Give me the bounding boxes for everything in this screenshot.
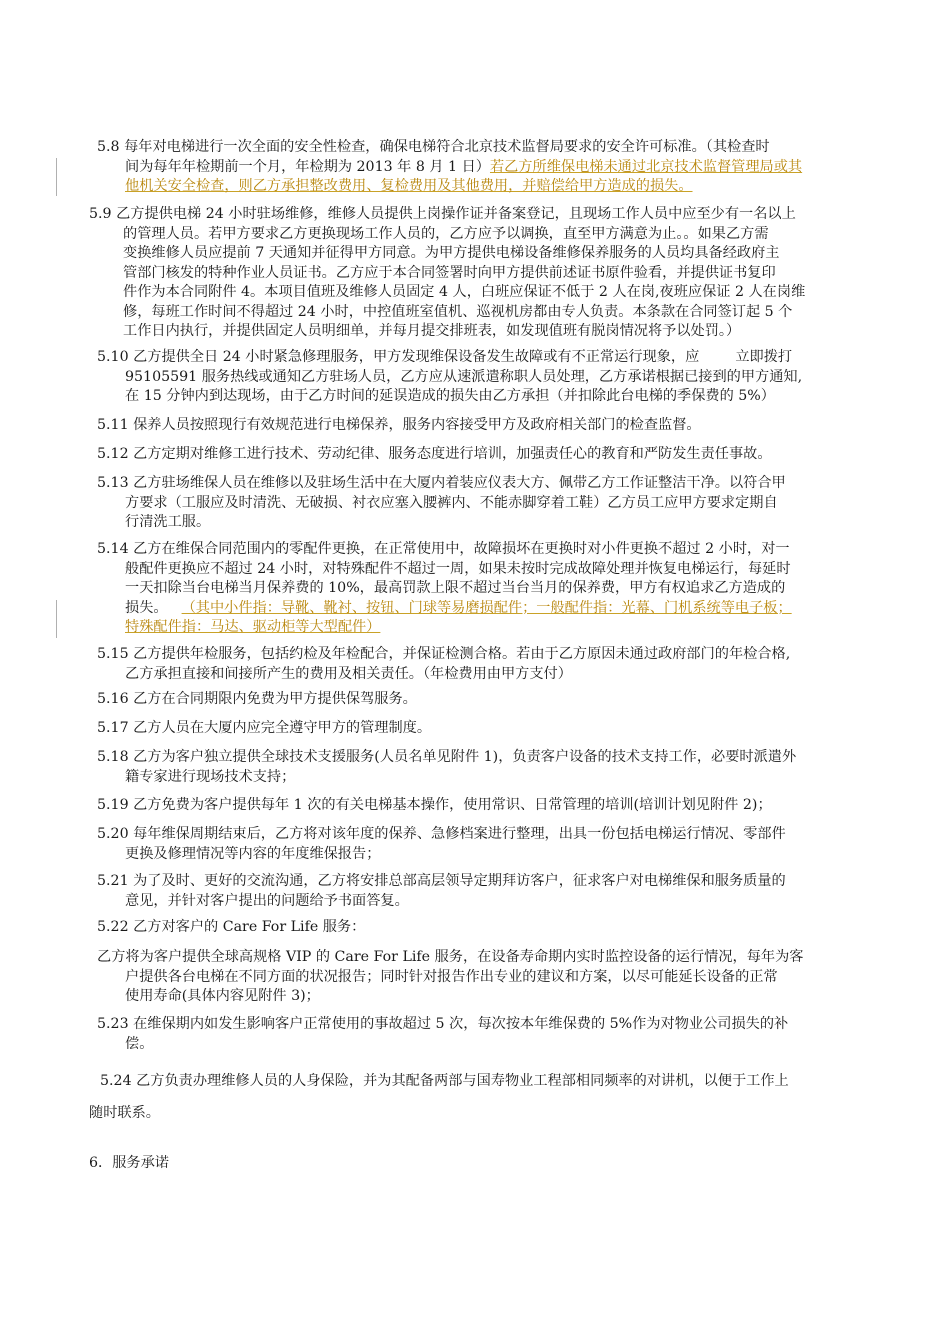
clause-5-9 xyxy=(89,205,805,342)
clause-5-13 xyxy=(97,474,786,533)
clause-5-8 xyxy=(97,138,802,197)
section-heading: 6．服务承诺 xyxy=(89,1155,169,1171)
tracked-insertion: 他机关安全检查，则乙方承担整改费用、复检费用及其他费用，并赔偿给甲方造成的损失。 xyxy=(125,178,693,194)
clause-line: 管部门核发的特种作业人员证书。乙方应于本合同签署时向甲方提供前述证书原件验看，并提供证书复印 xyxy=(123,264,776,281)
clause-line: 工作日内执行，并提供固定人员明细单，并每月提交排班表，如发现值班有脱岗情况将予以处罚。） xyxy=(123,323,741,339)
clause-line: 5.18 乙方为客户独立提供全球技术支援服务(人员名单见附件 1)，负责客户设备的技术支持工作，必要时派遣外 xyxy=(97,749,797,765)
clause-line: 5.20 每年维保周期结束后，乙方将对该年度的保养、急修档案进行整理，出具一份包括电梯运行情况、零部件 xyxy=(97,826,786,842)
clause-line: 乙方将为客户提供全球高规格 VIP 的 Care For Life 服务，在设备寿命期内实时监控设备的运行情况，每年为客 xyxy=(97,949,804,965)
clause-line: 更换及修理情况等内容的年度维保报告； xyxy=(125,845,381,862)
clause-line: 5.11 保养人员按照现行有效规范进行电梯保养，服务内容接受甲方及政府相关部门的检查监督。 xyxy=(97,417,701,433)
clause-line: 乙方承担直接和间接所产生的费用及相关责任。（年检费用由甲方支付） xyxy=(125,665,572,682)
clause-line xyxy=(97,348,802,368)
clause-5-22-body xyxy=(97,948,803,1007)
clause-5-14 xyxy=(97,540,792,638)
clause-line: 5.24 乙方负责办理维修人员的人身保险，并为其配备两部与国寿物业工程部相同频率的对讲机，以便于工作上 xyxy=(100,1073,789,1089)
clause-line: 修，每班工作时间不得超过 24 小时，中控值班室值机、巡视机房都由专人负责。本条款在合同签订起 5 个 xyxy=(123,303,793,320)
clause-line: 5.17 乙方人员在大厦内应完全遵守甲方的管理制度。 xyxy=(97,720,432,736)
clause-5-22 xyxy=(97,918,365,938)
clause-5-12 xyxy=(97,445,772,465)
clause-line: 件作为本合同附件 4。本项目值班及维修人员固定 4 人，白班应保证不低于 2 人在岗,夜班应保证 2 人在岗维 xyxy=(123,284,806,300)
clause-line: 变换维修人员应提前 7 天通知并征得甲方同意。为甲方提供电梯设备维修保养服务的人员均具备经政府主 xyxy=(123,245,780,261)
clause-line: 使用寿命(具体内容见附件 3)； xyxy=(125,988,320,1004)
section-6-heading xyxy=(89,1154,169,1174)
revision-change-bar xyxy=(56,158,57,196)
clause-line: 方要求（工服应及时清洗、无破损、衬衣应塞入腰裤内、不能赤脚穿着工鞋）乙方员工应甲方要求定期自 xyxy=(125,494,778,511)
tracked-insertion: 若乙方所维保电梯未通过北京技术监督管理局或其 xyxy=(489,158,803,175)
clause-5-20 xyxy=(97,825,786,864)
clause-5-10 xyxy=(97,348,802,407)
clause-line: 籍专家进行现场技术支持； xyxy=(125,768,296,785)
clause-line: 意见，并针对客户提出的问题给予书面答复。 xyxy=(125,892,409,909)
clause-line: 5.19 乙方免费为客户提供每年 1 次的有关电梯基本操作，使用常识、日常管理的培训(培训计划见附件 2)； xyxy=(97,797,772,813)
clause-line: 5.12 乙方定期对维修工进行技术、劳动纪律、服务态度进行培训，加强责任心的教育和严防发生责任事故。 xyxy=(97,446,772,462)
clause-text: 立即拨打 xyxy=(735,349,793,365)
clause-line: 5.21 为了及时、更好的交流沟通，乙方将安排总部高层领导定期拜访客户，征求客户对电梯维保和服务质量的 xyxy=(97,873,786,889)
clause-line: 在 15 分钟内到达现场，由于乙方时间的延误造成的损失由乙方承担（并扣除此台电梯的季保费的 5%） xyxy=(125,388,775,404)
clause-line: 一天扣除当台电梯当月保养费的 10%，最高罚款上限不超过当台当月的保养费，甲方有权追求乙方造成的 xyxy=(125,580,786,596)
clause-line: 偿。 xyxy=(125,1035,154,1052)
clause-5-15 xyxy=(97,645,790,684)
clause-line xyxy=(97,599,792,619)
clause-line: 5.23 在维保期内如发生影响客户正常使用的事故超过 5 次，每次按本年维保费的 5%作为对物业公司损失的补 xyxy=(97,1016,789,1032)
tracked-insertion: （其中小件指：导靴、靴衬、按钮、门球等易磨损配件；一般配件指：光幕、门机系统等电子板； xyxy=(181,599,792,616)
clause-5-21 xyxy=(97,872,786,911)
clause-line: 5.14 乙方在维保合同范围内的零配件更换，在正常使用中，故障损坏在更换时对小件更换不超过 2 小时，对一 xyxy=(97,541,790,557)
clause-line: 5.9 乙方提供电梯 24 小时驻场维修，维修人员提供上岗操作证并备案登记，且现场工作人员中应至少有一名以上 xyxy=(89,206,796,222)
clause-5-11 xyxy=(97,416,701,436)
clause-line: 95105591 服务热线或通知乙方驻场人员，乙方应从速派遣称职人员处理，乙方承诺根据已接到的甲方通知, xyxy=(125,368,803,385)
clause-text: 间为每年年检期前一个月，年检期为 2013 年 8 月 1 日） xyxy=(125,158,490,175)
clause-line: 随时联系。 xyxy=(89,1105,160,1121)
clause-line: 5.8 每年对电梯进行一次全面的安全性检查，确保电梯符合北京技术监督局要求的安全许可标准。（其检查时 xyxy=(97,139,770,155)
clause-text: 损失。 xyxy=(125,599,168,616)
clause-line: 5.13 乙方驻场维保人员在维修以及驻场生活中在大厦内着装应仪表大方、佩带乙方工作证整洁干净。以符合甲 xyxy=(97,475,786,491)
clause-text: 5.10 乙方提供全日 24 小时紧急修理服务，甲方发现维保设备发生故障或有不正常运行现象，应 xyxy=(97,349,700,365)
tracked-insertion: 特殊配件指：马达、驱动柜等大型配件） xyxy=(125,619,381,635)
clause-5-23 xyxy=(97,1015,788,1054)
clause-line: 5.15 乙方提供年检服务，包括约检及年检配合，并保证检测合格。若由于乙方原因未通过政府部门的年检合格, xyxy=(97,646,791,662)
clause-line: 般配件更换应不超过 24 小时，对特殊配件不超过一周，如果未按时完成故障处理并恢复电梯运行，每延时 xyxy=(125,560,791,577)
clause-5-17 xyxy=(97,719,431,739)
clause-line xyxy=(97,158,802,178)
clause-5-18 xyxy=(97,748,796,787)
clause-5-16 xyxy=(97,690,417,710)
revision-change-bar xyxy=(56,600,57,638)
clause-5-19 xyxy=(97,796,772,816)
clause-line: 的管理人员。若甲方要求乙方更换现场工作人员的，乙方应予以调换，直至甲方满意为止。。如果乙方需 xyxy=(123,225,769,242)
clause-line: 5.22 乙方对客户的 Care For Life 服务： xyxy=(97,919,366,935)
clause-line: 行清洗工服。 xyxy=(125,514,211,530)
clause-line: 户提供各台电梯在不同方面的状况报告；同时针对报告作出专业的建议和方案，以尽可能延长设备的正常 xyxy=(125,968,778,985)
clause-line: 5.16 乙方在合同期限内免费为甲方提供保驾服务。 xyxy=(97,691,417,707)
clause-5-24 xyxy=(89,1068,789,1126)
